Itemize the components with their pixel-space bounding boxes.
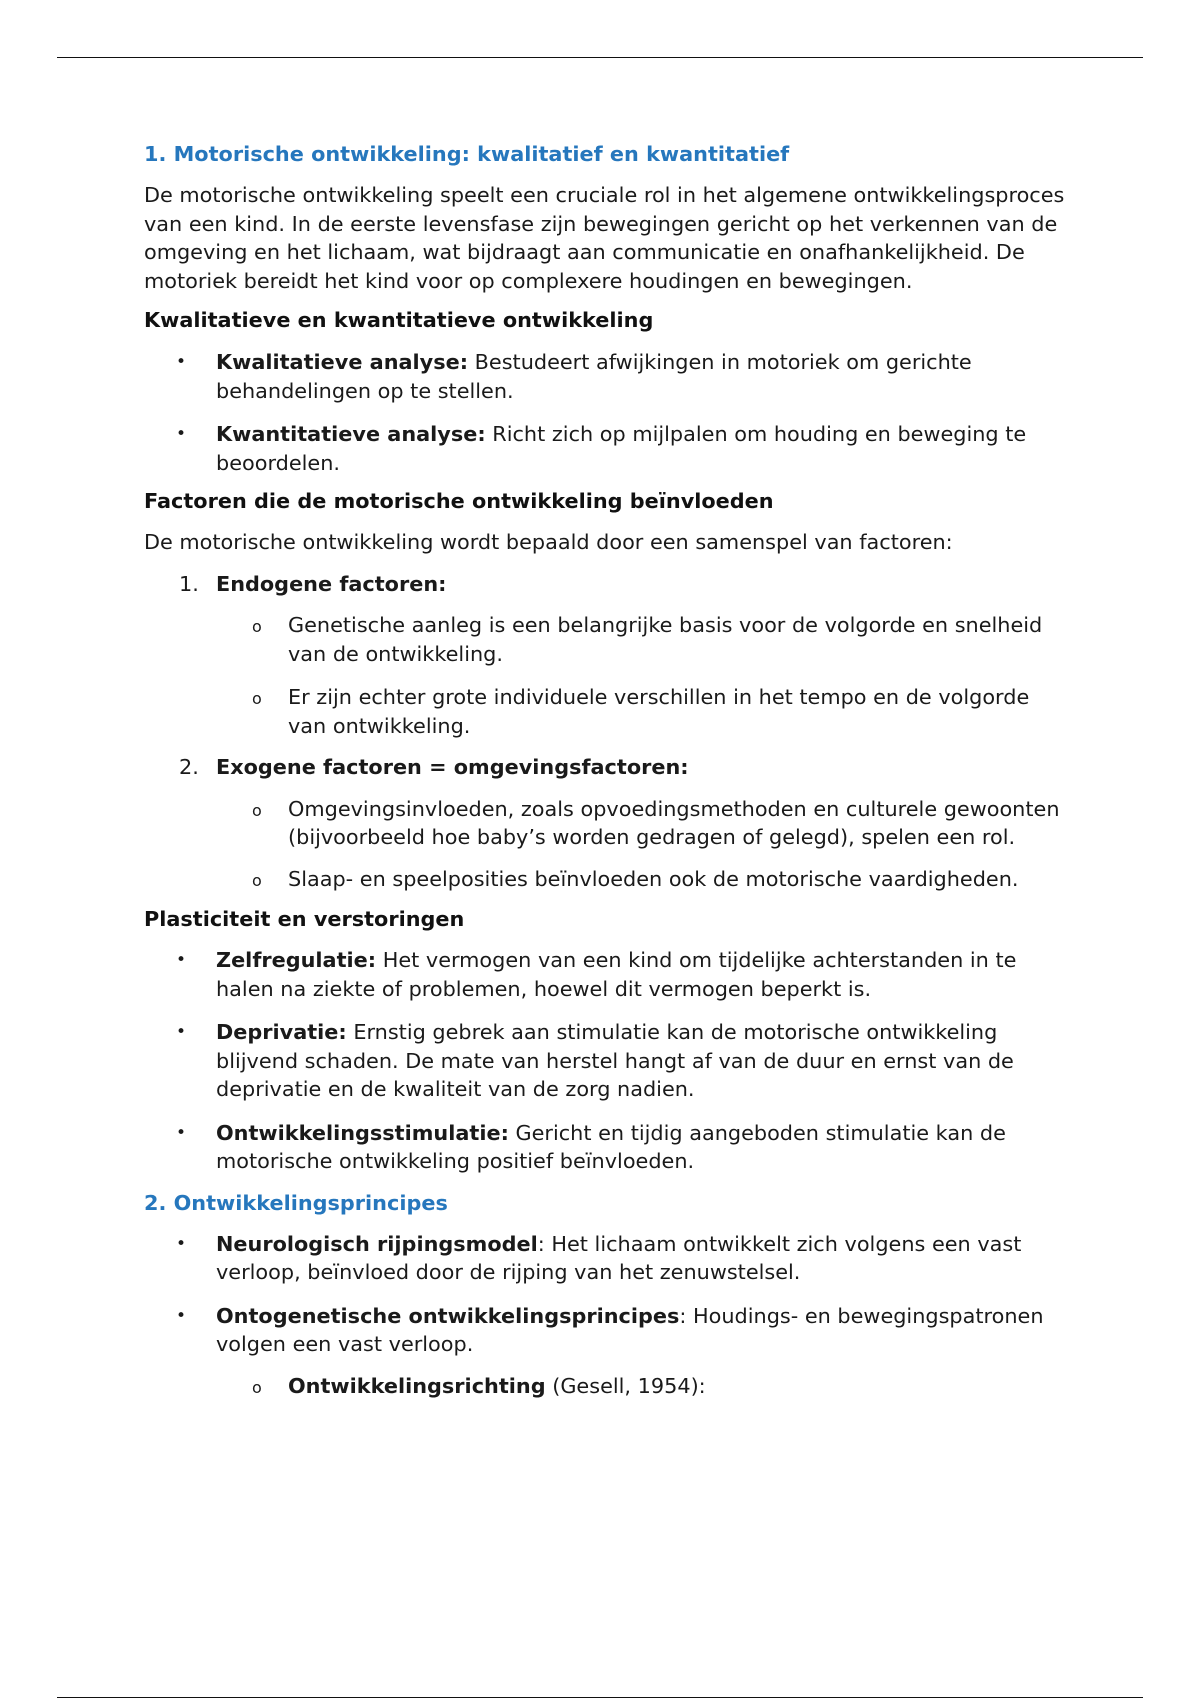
- bullet-icon: •: [176, 1122, 187, 1143]
- factoren-intro: De motorische ontwikkeling wordt bepaald door een samenspel van factoren:: [144, 530, 953, 554]
- term: Ontogenetische ontwikkelingsprincipes: [216, 1303, 680, 1328]
- list-number: 2.: [179, 755, 199, 779]
- term: Ontwikkelingsstimulatie:: [216, 1120, 509, 1145]
- sub-list-item: [144, 865, 1069, 894]
- term: Neurologisch rijpingsmodel: [216, 1231, 538, 1256]
- list-item-endogene-factoren: [144, 570, 1069, 599]
- description: : Het lichaam ontwikkelt zich volgens een vast verloop, beïnvloed door de rijping van het zenuwstelsel.: [216, 1231, 1022, 1284]
- description: Er zijn echter grote individuele verschillen in het tempo en de volgorde van ontwikkeling.: [288, 685, 1030, 738]
- circle-bullet-icon: o: [252, 617, 262, 636]
- description: Het vermogen van een kind om tijdelijke achterstanden in te halen na ziekte of problemen, hoewel dit vermogen beperkt is.: [216, 948, 1017, 1001]
- term: Kwantitatieve analyse:: [216, 422, 486, 446]
- bullet-icon: •: [176, 950, 187, 970]
- bullet-icon: •: [176, 1305, 187, 1326]
- header-rule: [57, 57, 1143, 58]
- term: Kwalitatieve analyse:: [216, 350, 469, 374]
- bullet-icon: •: [176, 1022, 187, 1042]
- sub-list-item-ontwikkelingsrichting: [144, 1372, 1069, 1401]
- description: Genetische aanleg is een belangrijke basis voor de volgorde en snelheid van de ontwikkeling.: [288, 613, 1043, 666]
- description: Ernstig gebrek aan stimulatie kan de motorische ontwikkeling blijvend schaden. De mate van herstel hangt af van de duur en ernst van de deprivatie en de kwaliteit van de zorg nadien.: [216, 1020, 1014, 1101]
- description: Gericht en tijdig aangeboden stimulatie kan de motorische ontwikkeling positief beïnvloeden.: [216, 1120, 1006, 1173]
- term: Ontwikkelingsrichting: [288, 1373, 546, 1398]
- section-1-title: 1. Motorische ontwikkeling: kwalitatief en kwantitatief: [144, 142, 790, 166]
- document-body: [144, 140, 1069, 1400]
- bullet-icon: •: [176, 424, 187, 444]
- heading-plasticiteit: Plasticiteit en verstoringen: [144, 907, 465, 931]
- bullet-icon: •: [176, 352, 187, 372]
- circle-bullet-icon: o: [252, 689, 262, 708]
- list-item-ontogenetische-principes: [144, 1302, 1069, 1359]
- list-item-neurologisch-rijpingsmodel: [144, 1230, 1069, 1287]
- circle-bullet-icon: o: [252, 1377, 262, 1397]
- list-number: 1.: [179, 571, 199, 596]
- term: Deprivatie:: [216, 1020, 347, 1044]
- heading-factoren: Factoren die de motorische ontwikkeling beïnvloeden: [144, 489, 774, 513]
- sub-list-item: [144, 795, 1069, 852]
- term: Endogene factoren:: [216, 571, 447, 596]
- term: Exogene factoren = omgevingsfactoren:: [216, 755, 689, 779]
- list-item-kwantitatieve-analyse: [144, 420, 1069, 477]
- term: Zelfregulatie:: [216, 948, 377, 972]
- list-item-zelfregulatie: [144, 946, 1069, 1003]
- description: Bestudeert afwijkingen in motoriek om gerichte behandelingen op te stellen.: [216, 350, 972, 403]
- description: (Gesell, 1954):: [545, 1373, 706, 1398]
- list-item-exogene-factoren: [144, 753, 1069, 782]
- circle-bullet-icon: o: [252, 870, 262, 890]
- description: Omgevingsinvloeden, zoals opvoedingsmethoden en culturele gewoonten (bijvoorbeeld hoe baby’s worden gedragen of gelegd), spelen een rol.: [288, 796, 1060, 849]
- list-item-ontwikkelingsstimulatie: [144, 1119, 1069, 1176]
- bullet-icon: •: [176, 1233, 187, 1254]
- circle-bullet-icon: o: [252, 800, 262, 820]
- footer-rule: [57, 1697, 1143, 1698]
- section-2-title: 2. Ontwikkelingsprincipes: [144, 1190, 448, 1215]
- description: : Houdings- en bewegingspatronen volgen een vast verloop.: [216, 1303, 1044, 1356]
- heading-kwalitatief-kwantitatief: Kwalitatieve en kwantitatieve ontwikkeling: [144, 308, 654, 332]
- description: Richt zich op mijlpalen om houding en beweging te beoordelen.: [216, 422, 1027, 475]
- description: Slaap- en speelposities beïnvloeden ook de motorische vaardigheden.: [288, 866, 1019, 891]
- list-item-kwalitatieve-analyse: [144, 348, 1069, 405]
- sub-list-item: [144, 683, 1069, 740]
- section-1-intro: De motorische ontwikkeling speelt een cruciale rol in het algemene ontwikkelingsproces van een kind. In de eerste levensfase zijn bewegingen gericht op het verkennen van de omgeving en het lichaam, wat bijdraagt aan communicatie en onafhankelijkheid. De motoriek bereidt het kind voor op complexere houdingen en bewegingen.: [144, 183, 1065, 293]
- list-item-deprivatie: [144, 1018, 1069, 1104]
- sub-list-item: [144, 611, 1069, 668]
